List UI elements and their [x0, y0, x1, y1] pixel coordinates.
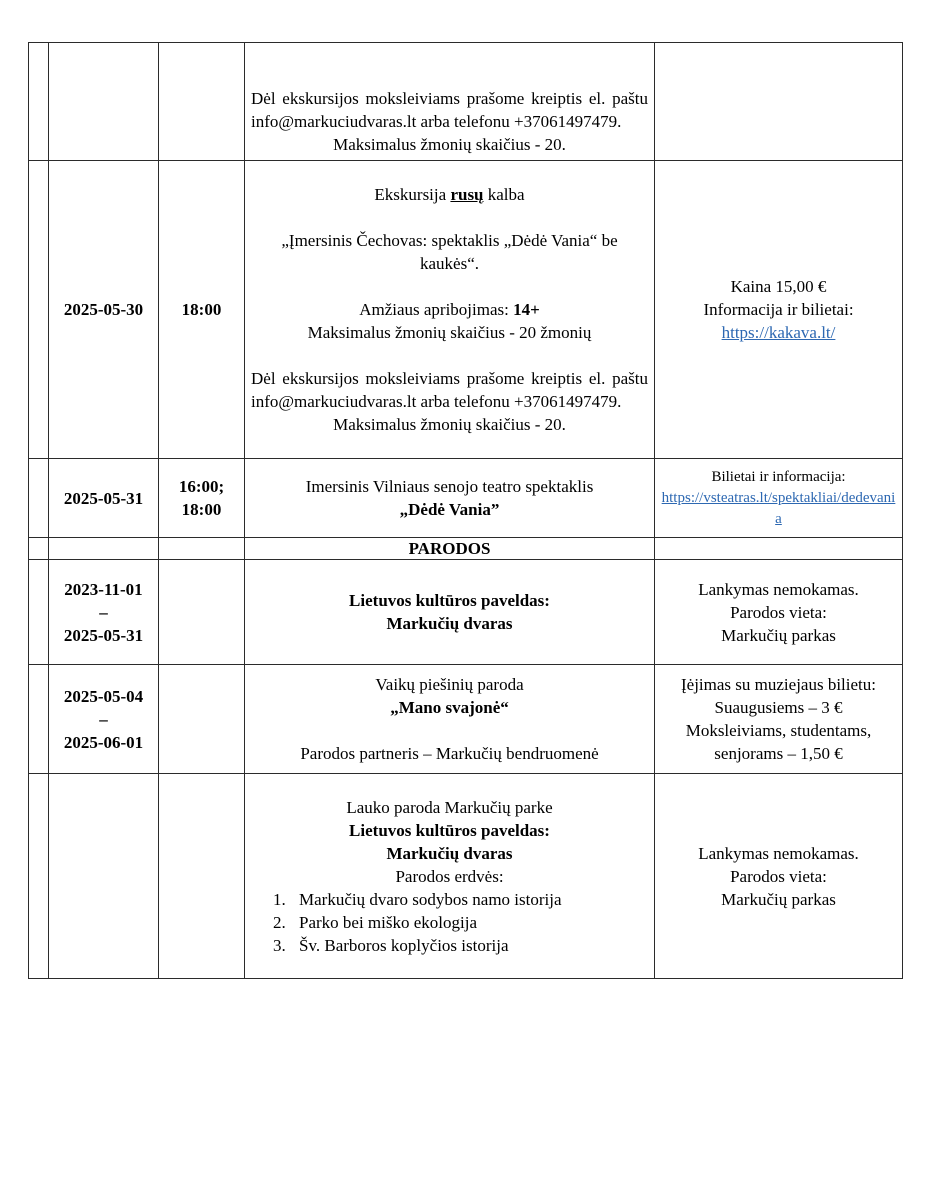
contact-note: Dėl ekskursijos moksleiviams prašome kreiptis el. paštu info@markuciudvaras.lt arba telefonu +37061497479. — [251, 369, 648, 411]
price-students-2: senjorams – 1,50 € — [714, 744, 843, 763]
admission-note: Įėjimas su muziejaus bilietu: — [681, 675, 876, 694]
table-row-exhibition-svajone — [29, 665, 903, 774]
performance-description: Imersinis Vilniaus senojo teatro spektaklis — [305, 477, 594, 496]
venue-name: Markučių parkas — [721, 625, 836, 645]
table-row-2025-05-31 — [29, 459, 903, 538]
date-range-end: 2025-06-01 — [63, 732, 144, 752]
list-item — [273, 934, 648, 957]
event-time-1: 16:00; — [178, 477, 225, 496]
spacer — [251, 206, 648, 229]
date-cell — [49, 161, 159, 459]
time-cell — [159, 774, 245, 979]
table-row-2025-05-30 — [29, 161, 903, 459]
time-cell — [159, 459, 245, 538]
max-people-note: Maksimalus žmonių skaičius - 20. — [333, 135, 566, 154]
exhibition-spaces-list — [251, 888, 648, 957]
date-range-dash: – — [99, 709, 108, 729]
age-restriction-line — [251, 298, 648, 321]
tour-language-pre: Ekskursija — [374, 185, 451, 204]
marker-cell — [29, 161, 49, 459]
info-cell — [655, 43, 903, 161]
tour-language-line — [251, 183, 648, 206]
price-line: Kaina 15,00 € — [730, 277, 827, 296]
exhibition-title-2: Markučių dvaras — [386, 614, 513, 633]
marker-cell — [29, 665, 49, 774]
age-restriction-label: Amžiaus apribojimas: — [359, 300, 514, 319]
spacer — [251, 275, 648, 298]
admission-note: Lankymas nemokamas. — [698, 579, 859, 599]
tickets-label: Bilietai ir informacija: — [711, 468, 846, 485]
tour-language-post: kalba — [483, 185, 525, 204]
date-cell — [49, 459, 159, 538]
venue-label: Parodos vieta: — [730, 602, 827, 622]
table-row-exhibition-lauko — [29, 774, 903, 979]
venue-label: Parodos vieta: — [730, 866, 827, 886]
list-item-number: 1. — [273, 889, 286, 909]
tour-language-emphasis: rusų — [450, 185, 484, 204]
list-item-text: Šv. Barboros koplyčios istorija — [299, 935, 509, 955]
time-cell — [159, 161, 245, 459]
time-cell — [159, 665, 245, 774]
performance-title: „Įmersinis Čechovas: spektaklis „Dėdė Vania“ be kaukės“. — [281, 231, 618, 273]
info-cell — [655, 560, 903, 665]
tickets-link[interactable]: https://vsteatras.lt/spektakliai/dedevania — [661, 489, 896, 527]
price-students-1: Moksleiviams, studentams, — [685, 721, 872, 740]
description-cell — [245, 161, 655, 459]
info-cell — [655, 538, 903, 560]
list-item-number: 2. — [273, 912, 286, 932]
list-item-text: Markučių dvaro sodybos namo istorija — [299, 889, 562, 909]
info-cell — [655, 774, 903, 979]
max-people-line: Maksimalus žmonių skaičius - 20 žmonių — [307, 323, 592, 342]
contact-note: Dėl ekskursijos moksleiviams prašome kreiptis el. paštu info@markuciudvaras.lt arba telefonu +37061497479. — [251, 89, 648, 131]
list-item — [273, 888, 648, 911]
exhibition-type: Vaikų piešinių paroda — [375, 675, 524, 694]
event-date: 2025-05-31 — [63, 488, 144, 508]
max-people-note: Maksimalus žmonių skaičius - 20. — [333, 415, 566, 434]
date-cell — [49, 538, 159, 560]
section-header: PARODOS — [245, 538, 655, 560]
event-time: 18:00 — [181, 300, 222, 319]
date-cell — [49, 43, 159, 161]
exhibition-title: „Mano svajonė“ — [390, 698, 509, 717]
price-adults: Suaugusiems – 3 € — [714, 698, 843, 717]
list-item-text: Parko bei miško ekologija — [299, 912, 478, 932]
marker-cell — [29, 459, 49, 538]
date-cell — [49, 560, 159, 665]
time-cell — [159, 43, 245, 161]
age-restriction-value: 14+ — [513, 300, 540, 319]
list-item — [273, 911, 648, 934]
admission-note: Lankymas nemokamas. — [698, 843, 859, 863]
table-row-exhibition-paveldas — [29, 560, 903, 665]
exhibition-title-1: Lietuvos kultūros paveldas: — [349, 820, 550, 840]
table-row-continuation — [29, 43, 903, 161]
date-range-end: 2025-05-31 — [63, 625, 144, 645]
exhibition-location-line: Lauko paroda Markučių parke — [346, 797, 553, 817]
list-item-number: 3. — [273, 935, 286, 955]
info-cell — [655, 459, 903, 538]
time-cell — [159, 560, 245, 665]
performance-title: „Dėdė Vania” — [399, 500, 500, 519]
event-date: 2025-05-30 — [63, 300, 144, 319]
tickets-link[interactable]: https://kakava.lt/ — [721, 323, 836, 342]
marker-cell — [29, 43, 49, 161]
description-cell — [245, 560, 655, 665]
exhibition-title-2: Markučių dvaras — [386, 843, 513, 863]
description-cell — [245, 43, 655, 161]
venue-name: Markučių parkas — [721, 889, 836, 909]
description-cell — [245, 665, 655, 774]
spacer — [251, 344, 648, 367]
exhibition-title-1: Lietuvos kultūros paveldas: — [349, 591, 550, 610]
marker-cell — [29, 774, 49, 979]
description-cell — [245, 459, 655, 538]
date-range-start: 2023-11-01 — [64, 579, 143, 599]
event-time-2: 18:00 — [181, 500, 222, 519]
table-row-section-parodos — [29, 538, 903, 560]
date-range-dash: – — [99, 602, 108, 622]
description-cell — [245, 774, 655, 979]
spacer — [251, 719, 648, 742]
info-cell — [655, 161, 903, 459]
events-table — [28, 42, 903, 979]
exhibition-partner: Parodos partneris – Markučių bendruomenė — [300, 744, 599, 763]
date-cell — [49, 665, 159, 774]
info-cell — [655, 665, 903, 774]
tickets-label: Informacija ir bilietai: — [703, 300, 854, 319]
exhibition-spaces-label: Parodos erdvės: — [395, 866, 504, 886]
marker-cell — [29, 560, 49, 665]
marker-cell — [29, 538, 49, 560]
time-cell — [159, 538, 245, 560]
date-cell — [49, 774, 159, 979]
date-range-start: 2025-05-04 — [63, 686, 144, 706]
